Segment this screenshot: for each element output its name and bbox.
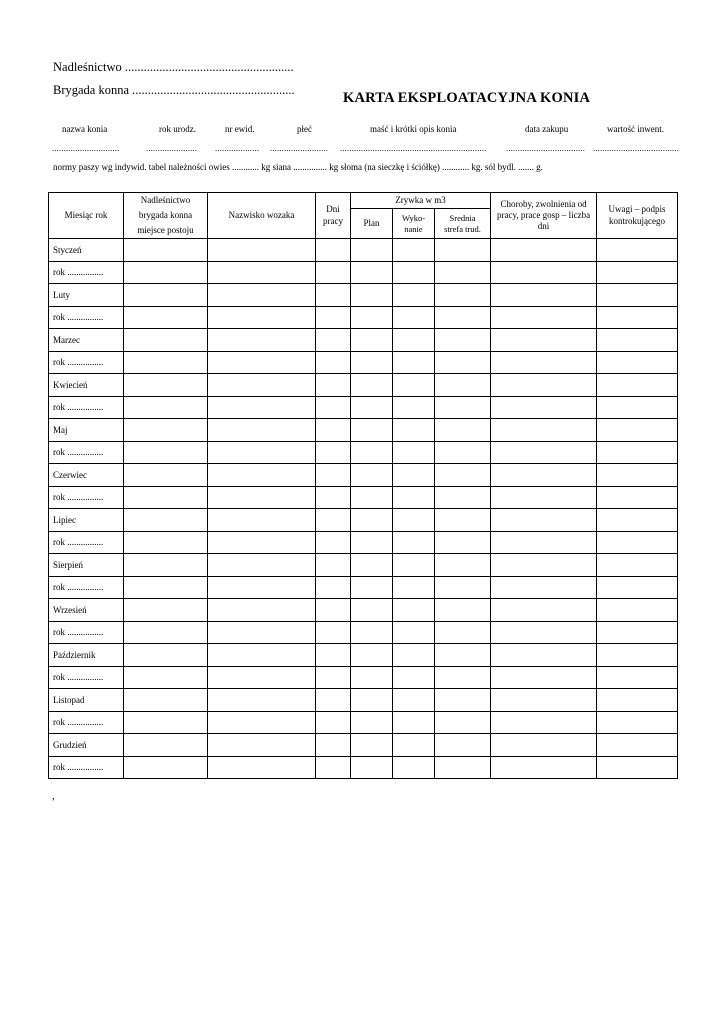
table-row-month [49, 554, 678, 577]
table-cell[interactable] [435, 239, 491, 262]
table-cell[interactable] [597, 419, 678, 442]
table-cell[interactable] [597, 554, 678, 577]
rok-label: rok ................ [49, 711, 124, 734]
month-label: Sierpień [49, 554, 124, 577]
table-cell[interactable] [393, 284, 435, 307]
table-cell[interactable] [597, 306, 678, 329]
table-row-month [49, 284, 678, 307]
table-cell[interactable] [435, 644, 491, 667]
table-cell[interactable] [351, 374, 393, 397]
header-nadlesnictwo-line2: brygada konna [138, 209, 193, 220]
table-cell[interactable] [124, 509, 208, 532]
table-cell[interactable] [351, 419, 393, 442]
table-cell[interactable] [208, 441, 316, 464]
table-cell[interactable] [316, 374, 351, 397]
table-cell[interactable] [597, 689, 678, 712]
table-cell[interactable] [393, 396, 435, 419]
header-choroby: Choroby, zwolnienia od pracy, prace gosp – liczba dni [491, 193, 597, 239]
table-cell[interactable] [124, 239, 208, 262]
field-nazwa-konia[interactable]: ............................. [52, 143, 120, 153]
header-wykonanie-line1: Wyko- [401, 212, 426, 223]
table-cell[interactable] [208, 284, 316, 307]
table-cell[interactable] [316, 689, 351, 712]
table-row-rok [49, 486, 678, 509]
table-cell[interactable] [435, 464, 491, 487]
table-cell[interactable] [124, 464, 208, 487]
table-cell[interactable] [491, 396, 597, 419]
table-row-month [49, 599, 678, 622]
table-cell[interactable] [208, 666, 316, 689]
table-cell[interactable] [351, 261, 393, 284]
table-cell[interactable] [124, 441, 208, 464]
brygada-konna-field[interactable]: Brygada konna .................................................... [53, 83, 295, 97]
header-plan: Plan [351, 209, 393, 239]
table-cell[interactable] [393, 621, 435, 644]
table-row-month [49, 419, 678, 442]
table-cell[interactable] [316, 734, 351, 757]
table-cell[interactable] [393, 531, 435, 554]
table-cell[interactable] [435, 329, 491, 352]
label-data-zakupu: data zakupu [525, 124, 569, 134]
table-row-month [49, 644, 678, 667]
table-cell[interactable] [491, 441, 597, 464]
table-cell[interactable] [435, 576, 491, 599]
table-cell[interactable] [351, 329, 393, 352]
table-cell[interactable] [316, 306, 351, 329]
table-row-month [49, 239, 678, 262]
table-cell[interactable] [351, 756, 393, 779]
table-cell[interactable] [351, 576, 393, 599]
table-cell[interactable] [316, 711, 351, 734]
table-cell[interactable] [124, 306, 208, 329]
table-cell[interactable] [435, 554, 491, 577]
table-cell[interactable] [597, 374, 678, 397]
table-cell[interactable] [351, 666, 393, 689]
table-cell[interactable] [393, 239, 435, 262]
header-miesiac-rok: Miesiąc rok [49, 193, 124, 239]
rok-label: rok ................ [49, 621, 124, 644]
label-wartosc-inwent: wartość inwent. [607, 124, 664, 134]
table-cell[interactable] [124, 689, 208, 712]
table-cell[interactable] [435, 261, 491, 284]
table-cell[interactable] [316, 239, 351, 262]
table-cell[interactable] [597, 599, 678, 622]
table-cell[interactable] [124, 351, 208, 374]
table-row-rok [49, 396, 678, 419]
table-cell[interactable] [393, 261, 435, 284]
table-cell[interactable] [316, 486, 351, 509]
table-row-month [49, 464, 678, 487]
table-cell[interactable] [124, 576, 208, 599]
table-cell[interactable] [393, 666, 435, 689]
table-cell[interactable] [124, 756, 208, 779]
table-cell[interactable] [208, 464, 316, 487]
table-row-rok [49, 711, 678, 734]
table-cell[interactable] [351, 689, 393, 712]
rok-label: rok ................ [49, 396, 124, 419]
table-cell[interactable] [491, 689, 597, 712]
table-cell[interactable] [393, 306, 435, 329]
table-cell[interactable] [597, 666, 678, 689]
table-cell[interactable] [124, 261, 208, 284]
table-cell[interactable] [435, 756, 491, 779]
table-cell[interactable] [316, 554, 351, 577]
table-cell[interactable] [393, 351, 435, 374]
rok-label: rok ................ [49, 306, 124, 329]
label-plec: płeć [297, 124, 312, 134]
table-cell[interactable] [597, 756, 678, 779]
table-cell[interactable] [208, 734, 316, 757]
table-cell[interactable] [351, 486, 393, 509]
table-row-month [49, 509, 678, 532]
label-masc-opis: maść i krótki opis konia [370, 124, 457, 134]
table-cell[interactable] [316, 531, 351, 554]
table-cell[interactable] [351, 509, 393, 532]
field-masc-opis[interactable]: ............................................................... [340, 143, 487, 153]
table-cell[interactable] [316, 576, 351, 599]
table-cell[interactable] [208, 419, 316, 442]
table-cell[interactable] [208, 239, 316, 262]
header-srednia [435, 209, 491, 239]
rok-label: rok ................ [49, 531, 124, 554]
header-nadlesnictwo-line1: Nadleśnictwo [140, 194, 191, 205]
table-cell[interactable] [491, 666, 597, 689]
table-row-rok [49, 306, 678, 329]
table-cell[interactable] [597, 711, 678, 734]
table-cell[interactable] [316, 666, 351, 689]
table-cell[interactable] [351, 396, 393, 419]
table-cell[interactable] [597, 284, 678, 307]
table-cell[interactable] [316, 756, 351, 779]
table-cell[interactable] [316, 396, 351, 419]
table-cell[interactable] [351, 464, 393, 487]
table-cell[interactable] [208, 351, 316, 374]
table-cell[interactable] [435, 711, 491, 734]
month-label: Grudzień [49, 734, 124, 757]
rok-label: rok ................ [49, 666, 124, 689]
table-cell[interactable] [393, 509, 435, 532]
table-cell[interactable] [491, 599, 597, 622]
table-cell[interactable] [208, 531, 316, 554]
table-cell[interactable] [393, 486, 435, 509]
header-nadlesnictwo-line3: miejsce postoju [137, 225, 194, 236]
table-cell[interactable] [435, 396, 491, 419]
table-cell[interactable] [208, 261, 316, 284]
table-row-month [49, 329, 678, 352]
table-cell[interactable] [435, 621, 491, 644]
table-cell[interactable] [393, 329, 435, 352]
table-cell[interactable] [208, 621, 316, 644]
table-cell[interactable] [435, 666, 491, 689]
table-cell[interactable] [597, 441, 678, 464]
rok-label: rok ................ [49, 486, 124, 509]
field-data-zakupu[interactable]: .................................. [506, 143, 586, 153]
table-cell[interactable] [124, 396, 208, 419]
header-nazwisko-wozaka: Nazwisko wozaka [208, 193, 316, 239]
table-cell[interactable] [435, 441, 491, 464]
table-cell[interactable] [351, 711, 393, 734]
table-cell[interactable] [316, 441, 351, 464]
month-label: Lipiec [49, 509, 124, 532]
table-cell[interactable] [393, 734, 435, 757]
table-cell[interactable] [208, 486, 316, 509]
table-cell[interactable] [316, 621, 351, 644]
table-cell[interactable] [491, 329, 597, 352]
table-cell[interactable] [597, 509, 678, 532]
table-cell[interactable] [316, 261, 351, 284]
table-cell[interactable] [435, 284, 491, 307]
month-label: Luty [49, 284, 124, 307]
table-cell[interactable] [124, 374, 208, 397]
table-row-month [49, 374, 678, 397]
table-cell[interactable] [351, 621, 393, 644]
table-cell[interactable] [208, 576, 316, 599]
table-cell[interactable] [208, 509, 316, 532]
field-nr-ewid[interactable]: ................... [215, 143, 260, 153]
table-cell[interactable] [597, 239, 678, 262]
table-cell[interactable] [393, 644, 435, 667]
table-cell[interactable] [124, 554, 208, 577]
table-cell[interactable] [124, 284, 208, 307]
label-nazwa-konia: nazwa konia [62, 124, 108, 134]
table-cell[interactable] [597, 329, 678, 352]
month-label: Kwiecień [49, 374, 124, 397]
table-cell[interactable] [435, 599, 491, 622]
header-uwagi: Uwagi – podpis kontrokującego [597, 193, 678, 239]
table-cell[interactable] [124, 486, 208, 509]
table-cell[interactable] [124, 666, 208, 689]
table-cell[interactable] [435, 419, 491, 442]
table-row-month [49, 734, 678, 757]
month-label: Czerwiec [49, 464, 124, 487]
table-cell[interactable] [597, 396, 678, 419]
table-cell[interactable] [435, 734, 491, 757]
table-cell[interactable] [351, 441, 393, 464]
table-cell[interactable] [208, 644, 316, 667]
table-row-month [49, 689, 678, 712]
table-cell[interactable] [491, 486, 597, 509]
table-cell[interactable] [491, 509, 597, 532]
table-row-rok [49, 351, 678, 374]
header-dni-pracy: Dni pracy [316, 193, 351, 239]
table-cell[interactable] [491, 374, 597, 397]
table-cell[interactable] [208, 554, 316, 577]
table-cell[interactable] [597, 531, 678, 554]
table-cell[interactable] [491, 464, 597, 487]
table-cell[interactable] [393, 464, 435, 487]
table-cell[interactable] [124, 599, 208, 622]
table-cell[interactable] [491, 351, 597, 374]
table-cell[interactable] [597, 464, 678, 487]
table-cell[interactable] [393, 441, 435, 464]
table-cell[interactable] [393, 554, 435, 577]
table-cell[interactable] [597, 644, 678, 667]
table-row-rok [49, 531, 678, 554]
table-row-rok [49, 441, 678, 464]
month-label: Wrzesień [49, 599, 124, 622]
table-cell[interactable] [435, 509, 491, 532]
table-cell[interactable] [597, 621, 678, 644]
rok-label: rok ................ [49, 441, 124, 464]
table-cell[interactable] [491, 644, 597, 667]
table-cell[interactable] [316, 509, 351, 532]
table-cell[interactable] [435, 531, 491, 554]
table-cell[interactable] [124, 734, 208, 757]
table-cell[interactable] [208, 599, 316, 622]
table-cell[interactable] [393, 419, 435, 442]
document-title: KARTA EKSPLOATACYJNA KONIA [343, 90, 591, 106]
field-plec[interactable]: ......................... [270, 143, 329, 153]
table-cell[interactable] [351, 284, 393, 307]
table-cell[interactable] [316, 419, 351, 442]
table-cell[interactable] [124, 419, 208, 442]
field-rok-urodz[interactable]: ...................... [146, 143, 198, 153]
table-cell[interactable] [393, 711, 435, 734]
table-row-rok [49, 261, 678, 284]
table-cell[interactable] [351, 599, 393, 622]
table-cell[interactable] [491, 756, 597, 779]
table-cell[interactable] [597, 351, 678, 374]
table-cell[interactable] [208, 306, 316, 329]
table-row-rok [49, 756, 678, 779]
table-cell[interactable] [491, 554, 597, 577]
header-wykonanie [393, 209, 435, 239]
table-cell[interactable] [393, 374, 435, 397]
nadlesnictwo-field[interactable]: Nadleśnictwo ...................................................... [53, 60, 294, 74]
table-cell[interactable] [351, 351, 393, 374]
table-cell[interactable] [491, 576, 597, 599]
table-cell[interactable] [435, 306, 491, 329]
table-cell[interactable] [316, 351, 351, 374]
field-wartosc-inwent[interactable]: ..................................... [593, 143, 680, 153]
table-cell[interactable] [491, 531, 597, 554]
rok-label: rok ................ [49, 576, 124, 599]
table-cell[interactable] [393, 756, 435, 779]
table-cell[interactable] [491, 261, 597, 284]
month-label: Styczeń [49, 239, 124, 262]
header-zrywka: Zrywka w m3 [351, 193, 491, 209]
table-cell[interactable] [316, 599, 351, 622]
table-cell[interactable] [351, 554, 393, 577]
table-cell[interactable] [393, 576, 435, 599]
table-row-rok [49, 666, 678, 689]
table-cell[interactable] [351, 306, 393, 329]
table-cell[interactable] [435, 351, 491, 374]
month-label: Marzec [49, 329, 124, 352]
table-cell[interactable] [491, 419, 597, 442]
table-cell[interactable] [208, 396, 316, 419]
month-label: Maj [49, 419, 124, 442]
table-cell[interactable] [124, 531, 208, 554]
table-row-rok [49, 576, 678, 599]
table-cell[interactable] [124, 711, 208, 734]
table-cell[interactable] [208, 329, 316, 352]
header-nadlesnictwo [124, 193, 208, 239]
table-cell[interactable] [351, 239, 393, 262]
month-label: Listopad [49, 689, 124, 712]
table-cell[interactable] [351, 644, 393, 667]
table-cell[interactable] [124, 329, 208, 352]
rok-label: rok ................ [49, 756, 124, 779]
header-wykonanie-line2: nanie [404, 223, 423, 234]
table-cell[interactable] [597, 486, 678, 509]
table-cell[interactable] [597, 261, 678, 284]
table-cell[interactable] [393, 689, 435, 712]
table-cell[interactable] [124, 644, 208, 667]
table-cell[interactable] [597, 576, 678, 599]
label-rok-urodz: rok urodz. [159, 124, 196, 134]
header-srednia-line1: Srednia [449, 212, 476, 223]
table-cell[interactable] [316, 644, 351, 667]
exploitation-table [48, 192, 678, 779]
month-label: Październik [49, 644, 124, 667]
table-cell[interactable] [435, 374, 491, 397]
table-cell[interactable] [491, 711, 597, 734]
table-cell[interactable] [124, 621, 208, 644]
table-cell[interactable] [597, 734, 678, 757]
table-cell[interactable] [491, 284, 597, 307]
label-nr-ewid: nr ewid. [225, 124, 255, 134]
table-cell[interactable] [435, 689, 491, 712]
table-cell[interactable] [491, 306, 597, 329]
table-cell[interactable] [435, 486, 491, 509]
table-cell[interactable] [208, 711, 316, 734]
rok-label: rok ................ [49, 351, 124, 374]
table-cell[interactable] [208, 756, 316, 779]
table-cell[interactable] [491, 239, 597, 262]
table-cell[interactable] [393, 599, 435, 622]
table-row-rok [49, 621, 678, 644]
table-cell[interactable] [491, 621, 597, 644]
table-cell[interactable] [208, 374, 316, 397]
table-cell[interactable] [316, 329, 351, 352]
header-srednia-line2: strefa trud. [444, 223, 481, 234]
rok-label: rok ................ [49, 261, 124, 284]
feed-norms-line[interactable]: normy paszy wg indywid. tabel należności owies ............ kg siana ............... kg słoma (na sieczkę i ściółkę) ............ kg. sól bydl. ....... g. [53, 162, 543, 172]
table-cell[interactable] [351, 531, 393, 554]
table-cell[interactable] [491, 734, 597, 757]
table-body [49, 239, 678, 779]
table-cell[interactable] [316, 284, 351, 307]
trailing-mark: , [52, 790, 55, 802]
table-cell[interactable] [351, 734, 393, 757]
table-cell[interactable] [316, 464, 351, 487]
table-cell[interactable] [208, 689, 316, 712]
